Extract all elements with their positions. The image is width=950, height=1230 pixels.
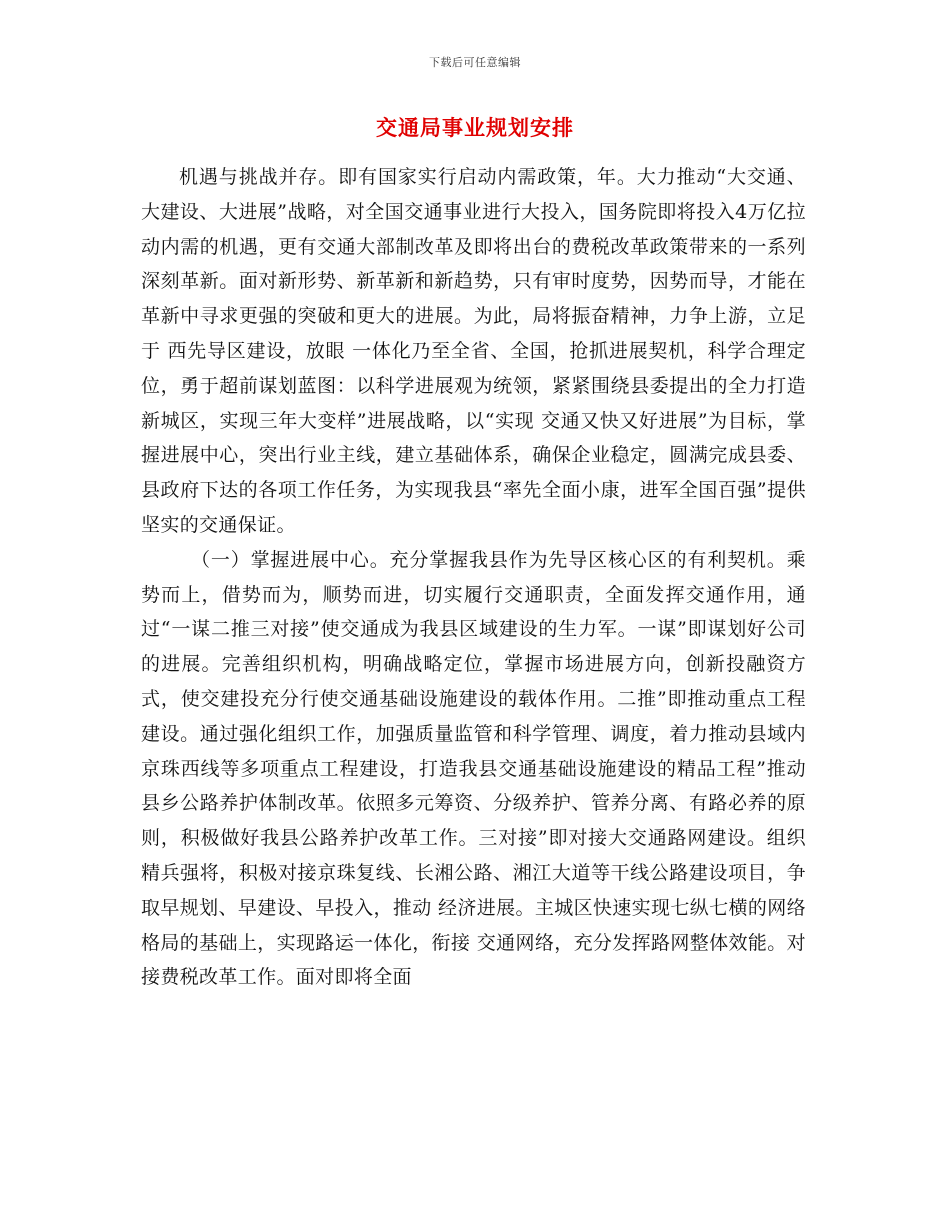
document-body xyxy=(141,160,806,995)
paragraph-section-one: （一）掌握进展中心。充分掌握我县作为先导区核心区的有利契机。乘势而上，借势而为，顺势而进，切实履行交通职责，全面发挥交通作用，通过“一谋二推三对接”使交通成为我县区域建设的生力军。一谋”即谋划好公司的进展。完善组织机构，明确战略定位，掌握市场进展方向，创新投融资方式，使交建投充分行使交通基础设施建设的载体作用。二推”即推动重点工程建设。通过强化组织工作，加强质量监管和科学管理、调度，着力推动县域内京珠西线等多项重点工程建设，打造我县交通基础设施建设的精品工程”推动县乡公路养护体制改革。依照多元筹资、分级养护、管养分离、有路必养的原则，积极做好我县公路养护改革工作。三对接”即对接大交通路网建设。组织精兵强将，积极对接京珠复线、长湘公路、湘江大道等干线公路建设项目，争取早规划、早建设、早投入，推动 经济进展。主城区快速实现七纵七横的网络格局的基础上，实现路运一体化，衔接 交通网络，充分发挥路网整体效能。对接费税改革工作。面对即将全面 xyxy=(141,548,806,989)
paragraph-intro: 机遇与挑战并存。即有国家实行启动内需政策，年。大力推动“大交通、大建设、大进展”战略，对全国交通事业进行大投入，国务院即将投入4万亿拉动内需的机遇，更有交通大部制改革及即将出台的费税改革政策带来的一系列深刻革新。面对新形势、新革新和新趋势，只有审时度势，因势而导，才能在革新中寻求更强的突破和更大的进展。为此，局将振奋精神，力争上游，立足于 西先导区建设，放眼 一体化乃至全省、全国，抢抓进展契机，科学合理定位，勇于超前谋划蓝图：以科学进展观为统领，紧紧围绕县委提出的全力打造新城区，实现三年大变样”进展战略，以“实现 交通又快又好进展”为目标，掌握进展中心，突出行业主线，建立基础体系，确保企业稳定，圆满完成县委、县政府下达的各项工作任务，为实现我县“率先全面小康，进军全国百强”提供坚实的交通保证。 xyxy=(141,166,806,536)
header-note: 下载后可任意编辑 xyxy=(429,56,521,69)
document-title: 交通局事业规划安排 xyxy=(376,116,574,140)
